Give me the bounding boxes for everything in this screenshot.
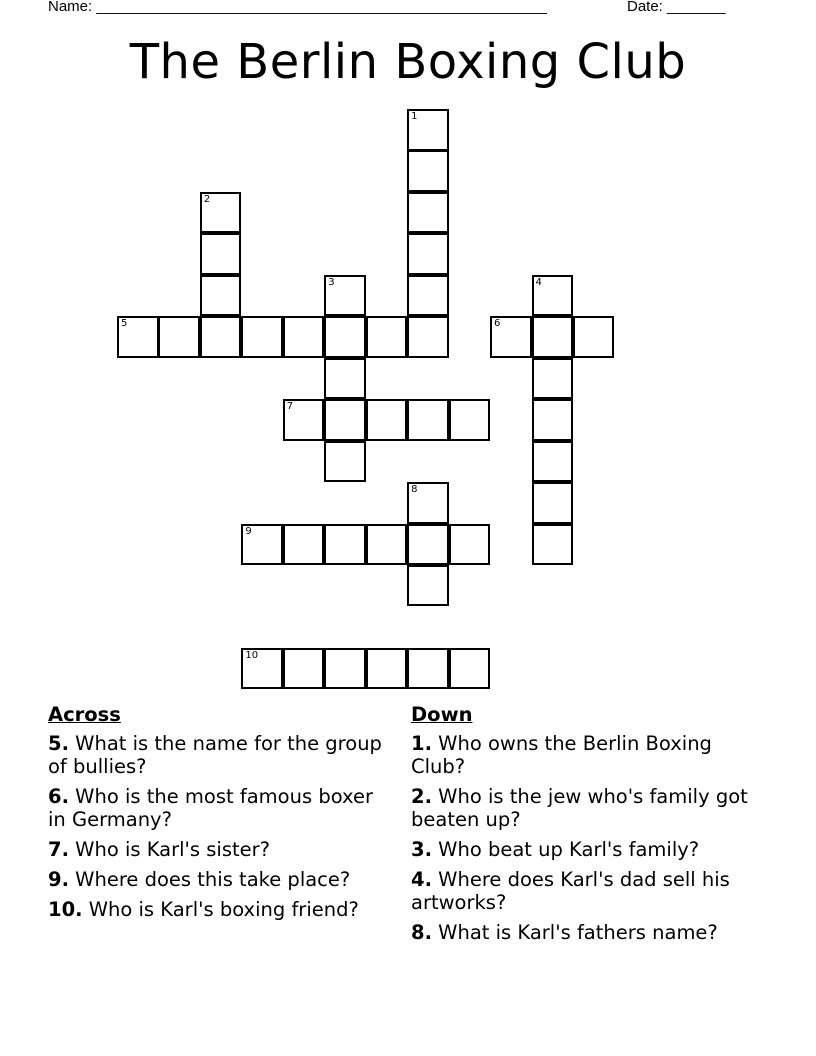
cell-number: 5 [121,318,128,330]
grid-cell[interactable] [532,316,574,358]
grid-cell[interactable] [449,399,491,441]
grid-cell[interactable] [366,316,408,358]
clue-across-9 [48,868,393,891]
clue-number: 7. [48,838,69,861]
clue-across-5 [48,732,393,778]
grid-cell[interactable] [573,316,615,358]
grid-cell[interactable] [241,648,283,690]
clue-text: Who is Karl's sister? [68,838,271,861]
grid-cell[interactable] [407,524,449,566]
clue-text: What is the name for the group of bullies? [48,732,382,778]
clue-text: Who is Karl's boxing friend? [82,898,359,921]
grid-cell[interactable] [407,482,449,524]
cell-number: 2 [203,193,211,205]
grid-cell[interactable] [158,316,200,358]
clue-text: Who owns the Berlin Boxing Club? [411,732,712,778]
cell-number: 6 [494,318,501,330]
clue-number: 2. [411,785,432,808]
grid-cell[interactable] [407,316,449,358]
clue-number: 1. [411,732,432,755]
clue-down-4 [411,868,756,914]
grid-cell[interactable] [324,358,366,400]
clue-number: 8. [411,921,432,944]
grid-cell[interactable] [449,648,491,690]
grid-cell[interactable] [366,648,408,690]
grid-cell[interactable] [407,648,449,690]
clue-number: 10. [48,898,83,921]
cell-number: 9 [245,525,252,537]
grid-cell[interactable] [532,275,574,317]
down-heading: Down [411,703,473,726]
cell-number: 3 [328,276,335,288]
grid-cell[interactable] [532,399,574,441]
grid-cell[interactable] [117,316,159,358]
clue-number: 9. [48,868,69,891]
grid-cell[interactable] [324,524,366,566]
grid-cell[interactable] [407,109,449,151]
down-clues [411,703,756,951]
grid-cell[interactable] [283,399,325,441]
grid-cell[interactable] [532,358,574,400]
clue-text: Who is the jew who's family got beaten up? [411,785,748,831]
grid-cell[interactable] [324,648,366,690]
grid-cell[interactable] [324,275,366,317]
grid-cell[interactable] [241,524,283,566]
clue-down-8 [411,921,756,944]
grid-cell[interactable] [283,648,325,690]
grid-cell[interactable] [324,316,366,358]
grid-cell[interactable] [490,316,532,358]
grid-cell[interactable] [200,316,242,358]
clue-number: 4. [411,868,432,891]
puzzle-title: The Berlin Boxing Club [129,34,687,90]
grid-cell[interactable] [407,150,449,192]
down-clue-list [411,732,756,944]
clue-text: Where does Karl's dad sell his artworks? [411,868,730,914]
grid-cell[interactable] [324,441,366,483]
clue-text: Where does this take place? [68,868,351,891]
cell-number: 10 [245,649,259,661]
grid-cell[interactable] [366,399,408,441]
grid-cell[interactable] [407,233,449,275]
grid-cell[interactable] [283,524,325,566]
clue-number: 5. [48,732,69,755]
cell-number: 1 [411,111,418,122]
grid-cell[interactable] [200,233,242,275]
grid-cell[interactable] [366,524,408,566]
grid-cell[interactable] [449,524,491,566]
grid-cell[interactable] [241,316,283,358]
clue-text: Who beat up Karl's family? [431,838,700,861]
grid-cell[interactable] [407,399,449,441]
grid-cell[interactable] [407,565,449,607]
clue-number: 3. [411,838,432,861]
grid-cell[interactable] [407,275,449,317]
grid-cell[interactable] [200,192,242,234]
grid-cell[interactable] [200,275,242,317]
clue-down-3 [411,838,756,861]
clue-down-1 [411,732,756,778]
grid-cell[interactable] [407,192,449,234]
clue-across-6 [48,785,393,831]
cell-number: 7 [286,401,294,413]
name-field-label: Name: ______________________________________________________ [48,0,547,15]
clue-across-7 [48,838,393,861]
grid-cell[interactable] [532,441,574,483]
across-heading: Across [48,703,121,726]
clue-down-2 [411,785,756,831]
across-clues [48,703,393,928]
grid-cell[interactable] [283,316,325,358]
grid-cell[interactable] [532,524,574,566]
clue-across-10 [48,898,393,921]
across-clue-list [48,732,393,921]
clue-number: 6. [48,785,69,808]
grid-cell[interactable] [532,482,574,524]
clue-text: Who is the most famous boxer in Germany? [48,785,373,831]
clue-text: What is Karl's fathers name? [431,921,718,944]
grid-cell[interactable] [324,399,366,441]
cell-number: 8 [411,484,418,496]
cell-number: 4 [535,276,542,288]
date-field-label: Date: _______ [627,0,726,15]
